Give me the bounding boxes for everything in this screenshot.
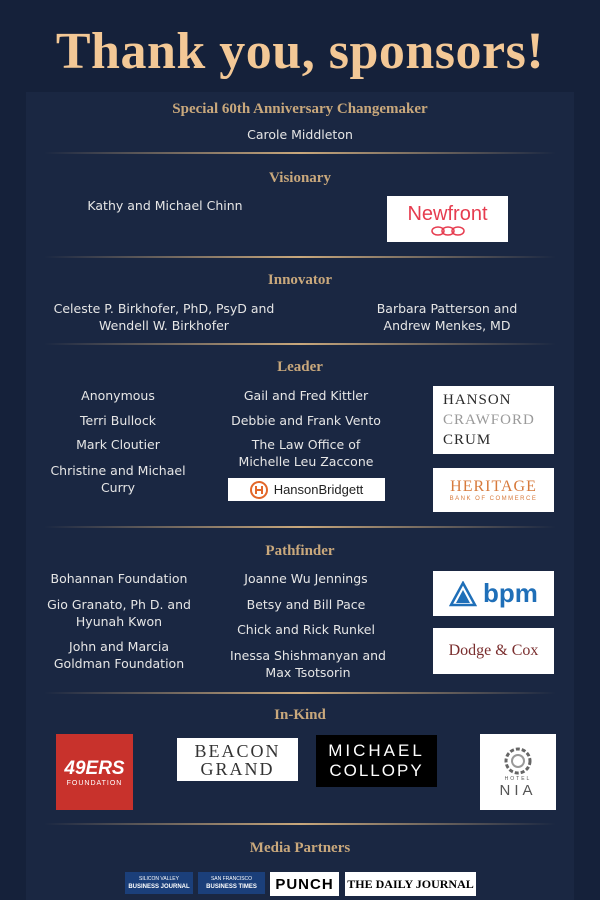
collopy-line-1: MICHAEL <box>328 741 425 760</box>
bpm-logo <box>433 571 554 616</box>
bpm-wordmark: bpm <box>483 578 538 608</box>
name-pathfinder-c1-1: Gio Granato, Ph D. and Hyunah Kwon <box>47 597 191 629</box>
niners-subtitle: FOUNDATION <box>66 779 123 787</box>
name-pathfinder-c1-2: John and Marcia Goldman Foundation <box>53 639 185 671</box>
hcc-line-2: CRAWFORD <box>443 412 535 428</box>
name-pathfinder-c2-1: Betsy and Bill Pace <box>246 597 366 612</box>
hotel-nia-ring-icon <box>503 746 533 776</box>
bpm-mark-icon <box>449 581 477 607</box>
heritage-logo <box>433 468 554 512</box>
name-leader-c2-2: The Law Office of Michelle Leu Zaccone <box>238 437 374 469</box>
heading-pathfinder: Pathfinder <box>265 543 335 559</box>
hotel-nia-wordmark: NIA <box>499 781 537 799</box>
sfbt-line-2: BUSINESS TIMES <box>206 883 257 890</box>
divider-6 <box>44 823 556 825</box>
dodge-cox-logo <box>433 628 554 674</box>
name-innovator-1: Barbara Patterson and Andrew Menkes, MD <box>376 301 518 333</box>
sfbt-line-1: SAN FRANCISCO <box>210 875 253 882</box>
dodge-cox-wordmark: Dodge & Cox <box>448 642 539 659</box>
hcc-line-3: CRUM <box>443 432 492 448</box>
name-leader-c2-1: Debbie and Frank Vento <box>231 413 381 428</box>
svbj-line-2: BUSINESS JOURNAL <box>128 883 190 890</box>
michael-collopy-logo <box>316 735 437 787</box>
name-leader-c1-3: Christine and Michael Curry <box>50 463 186 495</box>
svbj-line-1: SILICON VALLEY <box>139 875 179 882</box>
name-leader-c1-2: Mark Cloutier <box>76 437 160 452</box>
punch-logo <box>270 872 339 896</box>
name-leader-c1-1: Terri Bullock <box>80 413 156 428</box>
niners-foundation-logo <box>56 734 133 810</box>
sf-business-times-logo <box>198 872 265 894</box>
niners-wordmark: 49ERS <box>64 757 125 779</box>
newfront-loop-icon <box>431 226 465 236</box>
heading-visionary: Visionary <box>269 170 331 186</box>
hansonbridgett-logo <box>228 478 385 501</box>
beacon-line-1: BEACON <box>194 740 281 761</box>
name-visionary-0: Kathy and Michael Chinn <box>87 198 243 213</box>
divider-2 <box>44 256 556 258</box>
name-pathfinder-c2-3: Inessa Shishmanyan and Max Tsotsorin <box>230 648 386 680</box>
name-leader-c1-0: Anonymous <box>81 388 155 403</box>
punch-wordmark: PUNCH <box>275 875 334 893</box>
collopy-line-2: COLLOPY <box>329 761 424 780</box>
beacon-line-2: GRAND <box>200 758 275 779</box>
name-pathfinder-c2-2: Chick and Rick Runkel <box>237 622 375 637</box>
name-pathfinder-c2-0: Joanne Wu Jennings <box>244 571 368 586</box>
name-changemaker-0: Carole Middleton <box>247 127 353 142</box>
newfront-wordmark: Newfront <box>407 202 488 225</box>
heading-innovator: Innovator <box>267 272 333 288</box>
hansonbridgett-wordmark: HansonBridgett <box>273 482 364 497</box>
divider-3 <box>44 343 556 345</box>
divider-1 <box>44 152 556 154</box>
heading-changemaker: Special 60th Anniversary Changemaker <box>172 101 428 117</box>
name-pathfinder-c1-0: Bohannan Foundation <box>50 571 188 586</box>
divider-5 <box>44 692 556 694</box>
page-title: Thank you, sponsors! <box>55 23 545 80</box>
daily-journal-wordmark: THE DAILY JOURNAL <box>347 876 474 891</box>
hanson-crawford-crum-logo <box>433 386 554 454</box>
divider-4 <box>44 526 556 528</box>
beacon-grand-logo <box>177 738 298 781</box>
heading-inkind: In-Kind <box>274 707 326 723</box>
name-leader-c2-0: Gail and Fred Kittler <box>243 388 369 403</box>
heading-leader: Leader <box>277 359 323 375</box>
heritage-subtitle: BANK OF COMMERCE <box>449 496 538 502</box>
heritage-wordmark: HERITAGE <box>450 478 537 495</box>
hotel-nia-subtitle: HOTEL <box>504 775 532 782</box>
heading-media: Media Partners <box>249 840 351 856</box>
hansonbridgett-circle-icon <box>250 481 268 499</box>
sv-business-journal-logo <box>125 872 193 894</box>
name-innovator-0: Celeste P. Birkhofer, PhD, PsyD and Wendell W. Birkhofer <box>53 301 275 333</box>
newfront-logo <box>387 196 508 242</box>
daily-journal-logo <box>345 872 476 896</box>
hotel-nia-logo <box>480 734 556 810</box>
hcc-line-1: HANSON <box>443 392 512 408</box>
